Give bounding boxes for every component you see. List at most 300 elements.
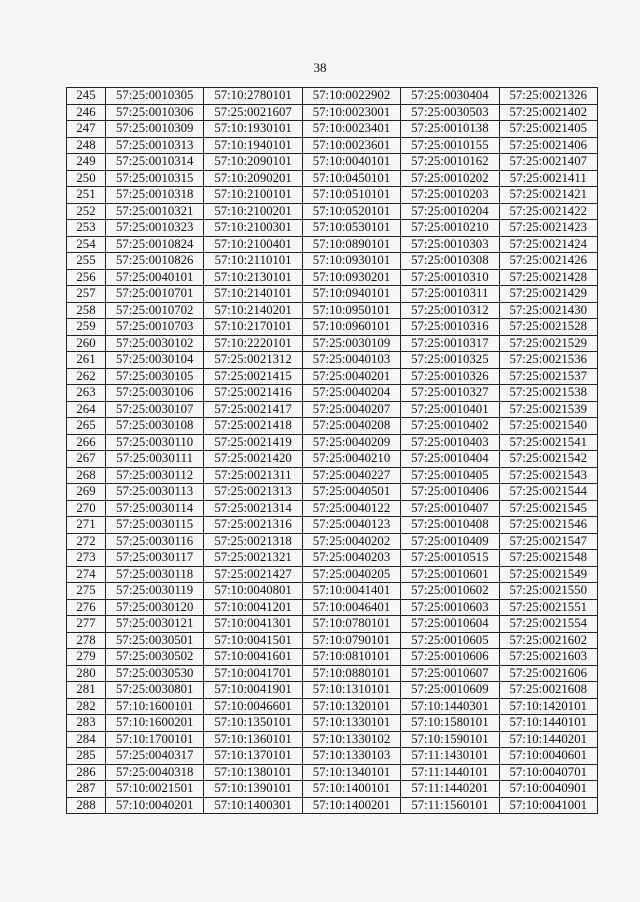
table-row — [67, 236, 598, 253]
page-number: 38 — [313, 60, 327, 75]
cadastral-code-cell: 57:25:0021416 — [204, 385, 302, 402]
row-number-cell: 249 — [67, 154, 106, 171]
table-row — [67, 88, 598, 105]
cadastral-code-cell: 57:10:0040901 — [499, 781, 597, 798]
cadastral-code-cell: 57:25:0010138 — [401, 121, 499, 138]
cadastral-code-cell: 57:25:0040101 — [106, 269, 204, 286]
cadastral-code-cell: 57:11:1440201 — [401, 781, 499, 798]
cadastral-code-cell: 57:10:0040101 — [302, 154, 400, 171]
cadastral-code-cell: 57:10:1330103 — [302, 748, 400, 765]
cadastral-code-cell: 57:25:0030117 — [106, 550, 204, 567]
cadastral-code-cell: 57:25:0021549 — [499, 566, 597, 583]
cadastral-code-cell: 57:10:0041701 — [204, 665, 302, 682]
cadastral-code-cell: 57:25:0010162 — [401, 154, 499, 171]
cadastral-code-cell: 57:25:0021407 — [499, 154, 597, 171]
cadastral-code-cell: 57:10:0530101 — [302, 220, 400, 237]
table-row — [67, 187, 598, 204]
cadastral-code-cell: 57:25:0040123 — [302, 517, 400, 534]
row-number-cell: 273 — [67, 550, 106, 567]
table-row — [67, 748, 598, 765]
cadastral-code-cell: 57:10:0046601 — [204, 698, 302, 715]
cadastral-code-cell: 57:25:0010311 — [401, 286, 499, 303]
cadastral-codes-table — [66, 87, 598, 814]
cadastral-code-cell: 57:25:0010323 — [106, 220, 204, 237]
table-row — [67, 385, 598, 402]
table-row — [67, 632, 598, 649]
cadastral-code-cell: 57:10:0041201 — [204, 599, 302, 616]
cadastral-code-cell: 57:25:0010312 — [401, 302, 499, 319]
cadastral-code-cell: 57:25:0021321 — [204, 550, 302, 567]
row-number-cell: 276 — [67, 599, 106, 616]
cadastral-code-cell: 57:25:0021551 — [499, 599, 597, 616]
cadastral-code-cell: 57:25:0021316 — [204, 517, 302, 534]
cadastral-code-cell: 57:25:0021543 — [499, 467, 597, 484]
cadastral-code-cell: 57:10:2100401 — [204, 236, 302, 253]
row-number-cell: 261 — [67, 352, 106, 369]
cadastral-code-cell: 57:10:1400301 — [204, 797, 302, 814]
row-number-cell: 254 — [67, 236, 106, 253]
cadastral-code-cell: 57:25:0040205 — [302, 566, 400, 583]
cadastral-code-cell: 57:25:0010403 — [401, 434, 499, 451]
cadastral-code-cell: 57:25:0010603 — [401, 599, 499, 616]
cadastral-code-cell: 57:25:0010602 — [401, 583, 499, 600]
cadastral-code-cell: 57:25:0021546 — [499, 517, 597, 534]
cadastral-code-cell: 57:11:1560101 — [401, 797, 499, 814]
cadastral-code-cell: 57:10:1420101 — [499, 698, 597, 715]
row-number-cell: 257 — [67, 286, 106, 303]
cadastral-code-cell: 57:10:0023001 — [302, 104, 400, 121]
cadastral-code-cell: 57:25:0021421 — [499, 187, 597, 204]
table-row — [67, 335, 598, 352]
row-number-cell: 268 — [67, 467, 106, 484]
cadastral-code-cell: 57:25:0040201 — [302, 368, 400, 385]
cadastral-code-cell: 57:10:1320101 — [302, 698, 400, 715]
table-row — [67, 649, 598, 666]
cadastral-code-cell: 57:10:0041401 — [302, 583, 400, 600]
cadastral-code-cell: 57:25:0030121 — [106, 616, 204, 633]
cadastral-code-cell: 57:25:0010607 — [401, 665, 499, 682]
cadastral-code-cell: 57:25:0010325 — [401, 352, 499, 369]
cadastral-code-cell: 57:10:0450101 — [302, 170, 400, 187]
cadastral-code-cell: 57:25:0021606 — [499, 665, 597, 682]
cadastral-code-cell: 57:25:0040207 — [302, 401, 400, 418]
cadastral-code-cell: 57:25:0021602 — [499, 632, 597, 649]
table-row — [67, 121, 598, 138]
cadastral-code-cell: 57:25:0040204 — [302, 385, 400, 402]
cadastral-code-cell: 57:10:0040201 — [106, 797, 204, 814]
cadastral-code-cell: 57:10:0510101 — [302, 187, 400, 204]
cadastral-code-cell: 57:10:2140201 — [204, 302, 302, 319]
row-number-cell: 277 — [67, 616, 106, 633]
row-number-cell: 253 — [67, 220, 106, 237]
row-number-cell: 281 — [67, 682, 106, 699]
row-number-cell: 274 — [67, 566, 106, 583]
table-body — [67, 88, 598, 814]
cadastral-code-cell: 57:25:0021429 — [499, 286, 597, 303]
cadastral-code-cell: 57:25:0010407 — [401, 500, 499, 517]
cadastral-code-cell: 57:25:0010308 — [401, 253, 499, 270]
cadastral-code-cell: 57:25:0040227 — [302, 467, 400, 484]
cadastral-code-cell: 57:25:0030111 — [106, 451, 204, 468]
cadastral-code-cell: 57:25:0030114 — [106, 500, 204, 517]
cadastral-code-cell: 57:25:0030118 — [106, 566, 204, 583]
cadastral-code-cell: 57:25:0010406 — [401, 484, 499, 501]
row-number-cell: 275 — [67, 583, 106, 600]
table-row — [67, 137, 598, 154]
table-row — [67, 302, 598, 319]
row-number-cell: 246 — [67, 104, 106, 121]
cadastral-code-cell: 57:25:0010310 — [401, 269, 499, 286]
cadastral-code-cell: 57:10:2130101 — [204, 269, 302, 286]
cadastral-code-cell: 57:25:0030113 — [106, 484, 204, 501]
cadastral-code-cell: 57:10:0041601 — [204, 649, 302, 666]
cadastral-code-cell: 57:25:0010318 — [106, 187, 204, 204]
cadastral-code-cell: 57:25:0021405 — [499, 121, 597, 138]
cadastral-code-cell: 57:25:0021326 — [499, 88, 597, 105]
table-row — [67, 352, 598, 369]
cadastral-code-cell: 57:10:0930201 — [302, 269, 400, 286]
cadastral-code-cell: 57:10:0041501 — [204, 632, 302, 649]
row-number-cell: 278 — [67, 632, 106, 649]
cadastral-code-cell: 57:10:1380101 — [204, 764, 302, 781]
row-number-cell: 265 — [67, 418, 106, 435]
cadastral-code-cell: 57:10:0021501 — [106, 781, 204, 798]
cadastral-code-cell: 57:25:0040317 — [106, 748, 204, 765]
cadastral-code-cell: 57:25:0021411 — [499, 170, 597, 187]
table-row — [67, 731, 598, 748]
cadastral-code-cell: 57:25:0030119 — [106, 583, 204, 600]
cadastral-code-cell: 57:25:0010702 — [106, 302, 204, 319]
cadastral-code-cell: 57:25:0030104 — [106, 352, 204, 369]
cadastral-code-cell: 57:25:0021544 — [499, 484, 597, 501]
cadastral-code-cell: 57:25:0021538 — [499, 385, 597, 402]
table-row — [67, 434, 598, 451]
cadastral-code-cell: 57:25:0021608 — [499, 682, 597, 699]
cadastral-code-cell: 57:25:0010515 — [401, 550, 499, 567]
cadastral-code-cell: 57:25:0030115 — [106, 517, 204, 534]
row-number-cell: 263 — [67, 385, 106, 402]
cadastral-code-cell: 57:10:1440101 — [499, 715, 597, 732]
cadastral-code-cell: 57:25:0010155 — [401, 137, 499, 154]
cadastral-code-cell: 57:10:2090201 — [204, 170, 302, 187]
table-row — [67, 401, 598, 418]
cadastral-code-cell: 57:25:0030120 — [106, 599, 204, 616]
cadastral-code-cell: 57:10:0880101 — [302, 665, 400, 682]
cadastral-code-cell: 57:10:2170101 — [204, 319, 302, 336]
cadastral-code-cell: 57:25:0010404 — [401, 451, 499, 468]
row-number-cell: 251 — [67, 187, 106, 204]
row-number-cell: 245 — [67, 88, 106, 105]
row-number-cell: 272 — [67, 533, 106, 550]
table-row — [67, 154, 598, 171]
cadastral-code-cell: 57:25:0010309 — [106, 121, 204, 138]
cadastral-code-cell: 57:25:0021423 — [499, 220, 597, 237]
table-row — [67, 566, 598, 583]
cadastral-code-cell: 57:25:0021402 — [499, 104, 597, 121]
row-number-cell: 287 — [67, 781, 106, 798]
row-number-cell: 248 — [67, 137, 106, 154]
cadastral-code-cell: 57:25:0010826 — [106, 253, 204, 270]
cadastral-code-cell: 57:25:0010703 — [106, 319, 204, 336]
cadastral-code-cell: 57:25:0010202 — [401, 170, 499, 187]
table-row — [67, 533, 598, 550]
cadastral-code-cell: 57:25:0040103 — [302, 352, 400, 369]
cadastral-code-cell: 57:25:0010203 — [401, 187, 499, 204]
row-number-cell: 255 — [67, 253, 106, 270]
cadastral-code-cell: 57:10:0041301 — [204, 616, 302, 633]
row-number-cell: 280 — [67, 665, 106, 682]
cadastral-code-cell: 57:10:1580101 — [401, 715, 499, 732]
cadastral-code-cell: 57:25:0030109 — [302, 335, 400, 352]
cadastral-code-cell: 57:10:0960101 — [302, 319, 400, 336]
cadastral-code-cell: 57:25:0010314 — [106, 154, 204, 171]
cadastral-code-cell: 57:25:0030108 — [106, 418, 204, 435]
cadastral-code-cell: 57:10:1310101 — [302, 682, 400, 699]
cadastral-code-cell: 57:25:0030502 — [106, 649, 204, 666]
cadastral-code-cell: 57:25:0030404 — [401, 88, 499, 105]
cadastral-code-cell: 57:25:0010604 — [401, 616, 499, 633]
table-row — [67, 467, 598, 484]
cadastral-code-cell: 57:25:0021547 — [499, 533, 597, 550]
cadastral-code-cell: 57:10:1590101 — [401, 731, 499, 748]
cadastral-code-cell: 57:25:0021417 — [204, 401, 302, 418]
cadastral-code-cell: 57:25:0040318 — [106, 764, 204, 781]
row-number-cell: 256 — [67, 269, 106, 286]
cadastral-code-cell: 57:25:0010609 — [401, 682, 499, 699]
cadastral-code-cell: 57:10:0041901 — [204, 682, 302, 699]
table-row — [67, 418, 598, 435]
cadastral-code-cell: 57:10:0040801 — [204, 583, 302, 600]
cadastral-code-cell: 57:11:1440101 — [401, 764, 499, 781]
cadastral-code-cell: 57:10:2100101 — [204, 187, 302, 204]
table-row — [67, 104, 598, 121]
cadastral-code-cell: 57:25:0021314 — [204, 500, 302, 517]
row-number-cell: 260 — [67, 335, 106, 352]
cadastral-code-cell: 57:10:2220101 — [204, 335, 302, 352]
cadastral-code-cell: 57:25:0010405 — [401, 467, 499, 484]
cadastral-code-cell: 57:10:1940101 — [204, 137, 302, 154]
cadastral-code-cell: 57:10:0041001 — [499, 797, 597, 814]
table-row — [67, 286, 598, 303]
cadastral-code-cell: 57:25:0021406 — [499, 137, 597, 154]
cadastral-code-cell: 57:10:1390101 — [204, 781, 302, 798]
row-number-cell: 264 — [67, 401, 106, 418]
cadastral-code-cell: 57:25:0030106 — [106, 385, 204, 402]
cadastral-code-cell: 57:10:1400201 — [302, 797, 400, 814]
cadastral-code-cell: 57:10:1350101 — [204, 715, 302, 732]
cadastral-code-cell: 57:25:0010408 — [401, 517, 499, 534]
table-row — [67, 682, 598, 699]
cadastral-code-cell: 57:10:1330102 — [302, 731, 400, 748]
cadastral-code-cell: 57:25:0010321 — [106, 203, 204, 220]
cadastral-code-cell: 57:25:0021419 — [204, 434, 302, 451]
cadastral-code-cell: 57:25:0021550 — [499, 583, 597, 600]
table-row — [67, 616, 598, 633]
cadastral-code-cell: 57:25:0030801 — [106, 682, 204, 699]
cadastral-code-cell: 57:25:0010313 — [106, 137, 204, 154]
cadastral-code-cell: 57:25:0010204 — [401, 203, 499, 220]
table-row — [67, 368, 598, 385]
cadastral-code-cell: 57:25:0030112 — [106, 467, 204, 484]
cadastral-code-cell: 57:25:0021422 — [499, 203, 597, 220]
cadastral-code-cell: 57:25:0010824 — [106, 236, 204, 253]
cadastral-code-cell: 57:25:0021537 — [499, 368, 597, 385]
cadastral-code-cell: 57:25:0040208 — [302, 418, 400, 435]
row-number-cell: 266 — [67, 434, 106, 451]
cadastral-code-cell: 57:25:0030110 — [106, 434, 204, 451]
cadastral-code-cell: 57:25:0040210 — [302, 451, 400, 468]
cadastral-code-cell: 57:25:0040202 — [302, 533, 400, 550]
cadastral-code-cell: 57:25:0010305 — [106, 88, 204, 105]
cadastral-code-cell: 57:10:0890101 — [302, 236, 400, 253]
table-row — [67, 665, 598, 682]
cadastral-code-cell: 57:25:0021428 — [499, 269, 597, 286]
cadastral-code-cell: 57:25:0021554 — [499, 616, 597, 633]
table-row — [67, 797, 598, 814]
cadastral-code-cell: 57:25:0021539 — [499, 401, 597, 418]
cadastral-code-cell: 57:10:0023601 — [302, 137, 400, 154]
cadastral-code-cell: 57:25:0021536 — [499, 352, 597, 369]
cadastral-code-cell: 57:10:0520101 — [302, 203, 400, 220]
cadastral-code-cell: 57:25:0040501 — [302, 484, 400, 501]
row-number-cell: 284 — [67, 731, 106, 748]
table-row — [67, 781, 598, 798]
cadastral-code-cell: 57:10:0950101 — [302, 302, 400, 319]
table-row — [67, 599, 598, 616]
row-number-cell: 258 — [67, 302, 106, 319]
table-row — [67, 451, 598, 468]
cadastral-code-cell: 57:10:0810101 — [302, 649, 400, 666]
cadastral-code-cell: 57:25:0021430 — [499, 302, 597, 319]
cadastral-code-cell: 57:25:0021542 — [499, 451, 597, 468]
cadastral-code-cell: 57:25:0021548 — [499, 550, 597, 567]
cadastral-code-cell: 57:25:0010402 — [401, 418, 499, 435]
cadastral-code-cell: 57:25:0010401 — [401, 401, 499, 418]
cadastral-code-cell: 57:25:0030503 — [401, 104, 499, 121]
row-number-cell: 282 — [67, 698, 106, 715]
cadastral-code-cell: 57:25:0021418 — [204, 418, 302, 435]
cadastral-code-cell: 57:25:0021420 — [204, 451, 302, 468]
cadastral-code-cell: 57:10:0790101 — [302, 632, 400, 649]
row-number-cell: 279 — [67, 649, 106, 666]
cadastral-code-cell: 57:25:0021545 — [499, 500, 597, 517]
cadastral-code-cell: 57:25:0021312 — [204, 352, 302, 369]
cadastral-code-cell: 57:25:0010303 — [401, 236, 499, 253]
cadastral-code-cell: 57:10:2780101 — [204, 88, 302, 105]
table-row — [67, 698, 598, 715]
cadastral-code-cell: 57:10:0040701 — [499, 764, 597, 781]
cadastral-code-cell: 57:25:0040122 — [302, 500, 400, 517]
cadastral-code-cell: 57:25:0030107 — [106, 401, 204, 418]
row-number-cell: 270 — [67, 500, 106, 517]
cadastral-code-cell: 57:10:0040601 — [499, 748, 597, 765]
table-row — [67, 319, 598, 336]
cadastral-code-cell: 57:25:0021313 — [204, 484, 302, 501]
cadastral-code-cell: 57:10:2140101 — [204, 286, 302, 303]
row-number-cell: 267 — [67, 451, 106, 468]
cadastral-code-cell: 57:25:0030116 — [106, 533, 204, 550]
cadastral-code-cell: 57:10:1600101 — [106, 698, 204, 715]
cadastral-code-cell: 57:25:0010327 — [401, 385, 499, 402]
row-number-cell: 271 — [67, 517, 106, 534]
cadastral-code-cell: 57:25:0021607 — [204, 104, 302, 121]
cadastral-code-cell: 57:11:1430101 — [401, 748, 499, 765]
cadastral-code-cell: 57:25:0021541 — [499, 434, 597, 451]
cadastral-code-cell: 57:10:0046401 — [302, 599, 400, 616]
cadastral-code-cell: 57:10:0930101 — [302, 253, 400, 270]
cadastral-code-cell: 57:25:0010409 — [401, 533, 499, 550]
cadastral-code-cell: 57:10:1440201 — [499, 731, 597, 748]
cadastral-code-cell: 57:25:0010601 — [401, 566, 499, 583]
table-row — [67, 253, 598, 270]
cadastral-code-cell: 57:10:0022902 — [302, 88, 400, 105]
cadastral-code-cell: 57:25:0021424 — [499, 236, 597, 253]
cadastral-code-cell: 57:25:0030105 — [106, 368, 204, 385]
cadastral-code-cell: 57:25:0021426 — [499, 253, 597, 270]
cadastral-code-cell: 57:10:1440301 — [401, 698, 499, 715]
cadastral-code-cell: 57:25:0021427 — [204, 566, 302, 583]
cadastral-code-cell: 57:25:0021603 — [499, 649, 597, 666]
cadastral-code-cell: 57:10:1600201 — [106, 715, 204, 732]
cadastral-code-cell: 57:25:0040209 — [302, 434, 400, 451]
cadastral-code-cell: 57:25:0010317 — [401, 335, 499, 352]
table-row — [67, 517, 598, 534]
row-number-cell: 285 — [67, 748, 106, 765]
cadastral-code-cell: 57:25:0021528 — [499, 319, 597, 336]
cadastral-code-cell: 57:25:0010326 — [401, 368, 499, 385]
cadastral-code-cell: 57:25:0010316 — [401, 319, 499, 336]
cadastral-code-cell: 57:25:0021318 — [204, 533, 302, 550]
cadastral-code-cell: 57:25:0030501 — [106, 632, 204, 649]
cadastral-code-cell: 57:10:1400101 — [302, 781, 400, 798]
cadastral-code-cell: 57:25:0021540 — [499, 418, 597, 435]
table-row — [67, 550, 598, 567]
cadastral-code-cell: 57:10:2100201 — [204, 203, 302, 220]
cadastral-code-cell: 57:25:0010701 — [106, 286, 204, 303]
cadastral-code-cell: 57:25:0010605 — [401, 632, 499, 649]
row-number-cell: 259 — [67, 319, 106, 336]
table-row — [67, 500, 598, 517]
row-number-cell: 288 — [67, 797, 106, 814]
row-number-cell: 262 — [67, 368, 106, 385]
cadastral-code-cell: 57:10:1360101 — [204, 731, 302, 748]
cadastral-code-cell: 57:10:1930101 — [204, 121, 302, 138]
cadastral-code-cell: 57:25:0010210 — [401, 220, 499, 237]
cadastral-code-cell: 57:25:0021415 — [204, 368, 302, 385]
cadastral-code-cell: 57:25:0010306 — [106, 104, 204, 121]
cadastral-code-cell: 57:10:1700101 — [106, 731, 204, 748]
cadastral-code-cell: 57:10:0780101 — [302, 616, 400, 633]
cadastral-code-cell: 57:10:2100301 — [204, 220, 302, 237]
table-row — [67, 764, 598, 781]
cadastral-code-cell: 57:25:0021529 — [499, 335, 597, 352]
cadastral-code-cell: 57:10:2110101 — [204, 253, 302, 270]
row-number-cell: 269 — [67, 484, 106, 501]
cadastral-code-cell: 57:10:0023401 — [302, 121, 400, 138]
table-row — [67, 269, 598, 286]
row-number-cell: 286 — [67, 764, 106, 781]
table-row — [67, 484, 598, 501]
table-row — [67, 170, 598, 187]
cadastral-code-cell: 57:25:0030102 — [106, 335, 204, 352]
table-row — [67, 583, 598, 600]
row-number-cell: 283 — [67, 715, 106, 732]
cadastral-code-cell: 57:25:0030530 — [106, 665, 204, 682]
table-row — [67, 203, 598, 220]
cadastral-code-cell: 57:25:0010315 — [106, 170, 204, 187]
row-number-cell: 250 — [67, 170, 106, 187]
cadastral-code-cell: 57:10:1340101 — [302, 764, 400, 781]
